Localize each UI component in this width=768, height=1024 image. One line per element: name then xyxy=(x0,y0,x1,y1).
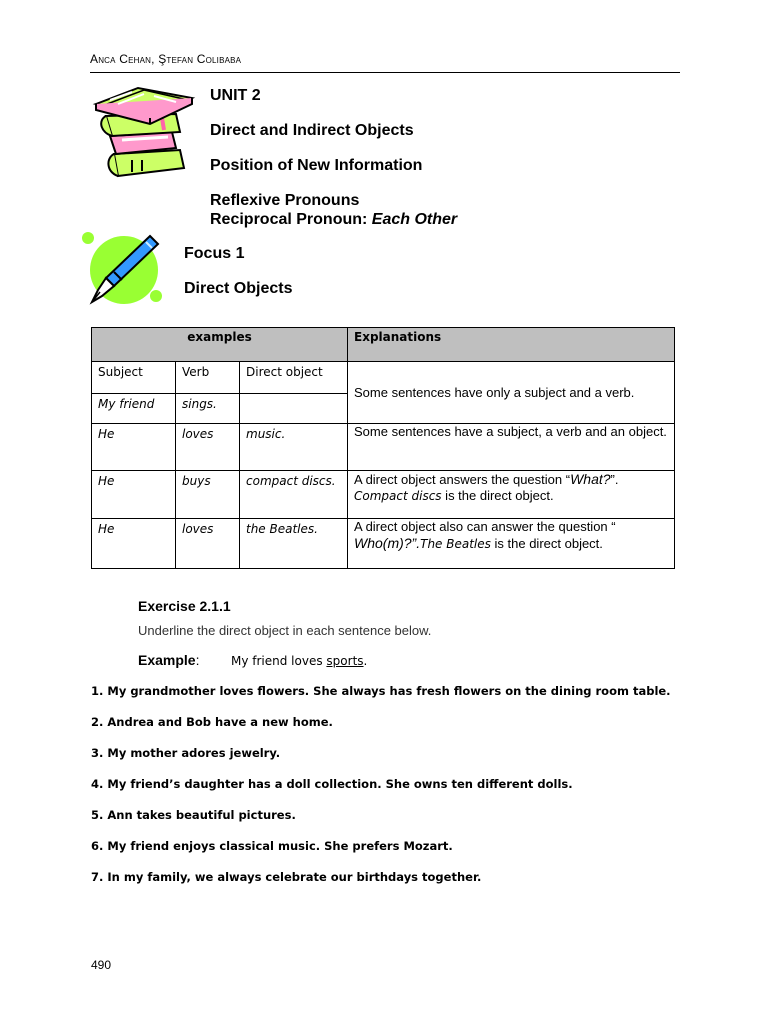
list-item: 4. My friend’s daughter has a doll collection. She owns ten different dolls. xyxy=(91,777,573,791)
books-stack-icon xyxy=(92,84,198,184)
page-number: 490 xyxy=(91,958,112,972)
list-item: 3. My mother adores jewelry. xyxy=(91,746,281,760)
subject-cell: He xyxy=(92,424,176,471)
header-examples: examples xyxy=(92,328,348,362)
exp3-text-d: is the direct object. xyxy=(441,488,554,503)
table-header-row xyxy=(92,328,675,362)
header-authors: Anca Cehan, Ştefan Colibaba xyxy=(90,52,242,66)
example-colon: : xyxy=(195,652,200,668)
unit-number: UNIT 2 xyxy=(210,87,261,104)
explanation-4 xyxy=(348,519,675,569)
reciprocal-value: Each Other xyxy=(371,211,458,228)
exp4-example: The Beatles xyxy=(420,537,491,551)
verb-cell: loves xyxy=(176,519,240,569)
example-prefix: My friend loves xyxy=(231,654,327,668)
subject-cell: My friend xyxy=(92,394,176,424)
exp4-text-a: A direct object also can answer the question “ xyxy=(354,519,616,534)
subject-cell: He xyxy=(92,519,176,569)
example-label xyxy=(138,652,199,668)
table-row xyxy=(92,519,675,569)
header-explanations: Explanations xyxy=(348,328,675,362)
examples-table xyxy=(91,327,675,569)
list-item: 7. In my family, we always celebrate our birthdays together. xyxy=(91,870,482,884)
list-item: 2. Andrea and Bob have a new home. xyxy=(91,715,333,729)
unit-topic-reflexive: Reflexive Pronouns xyxy=(210,192,360,209)
exp4-question: Who(m)?”. xyxy=(354,535,421,551)
exercise-title: Exercise 2.1.1 xyxy=(138,598,231,614)
example-underlined-object: sports xyxy=(326,654,364,668)
exercise-instruction: Underline the direct object in each sentence below. xyxy=(138,623,432,638)
verb-cell: sings. xyxy=(176,394,240,424)
verb-cell: buys xyxy=(176,471,240,519)
object-cell: compact discs. xyxy=(240,471,348,519)
explanation-2: Some sentences have a subject, a verb and an object. xyxy=(348,424,675,471)
header-rule xyxy=(90,72,680,73)
verb-cell: loves xyxy=(176,424,240,471)
col-verb: Verb xyxy=(176,362,240,394)
list-item: 6. My friend enjoys classical music. She prefers Mozart. xyxy=(91,839,453,853)
exp4-text-d: is the direct object. xyxy=(490,536,603,551)
example-suffix: . xyxy=(363,654,368,668)
col-subject: Subject xyxy=(92,362,176,394)
subject-cell: He xyxy=(92,471,176,519)
table-column-row xyxy=(92,362,675,394)
focus-subtitle: Direct Objects xyxy=(184,280,293,297)
table-row xyxy=(92,471,675,519)
fountain-pen-icon xyxy=(80,230,164,312)
explanation-3 xyxy=(348,471,675,519)
table-row xyxy=(92,424,675,471)
col-direct-object: Direct object xyxy=(240,362,348,394)
list-item: 1. My grandmother loves flowers. She always has fresh flowers on the dining room table. xyxy=(91,684,671,698)
unit-topic-reciprocal xyxy=(210,210,457,230)
focus-title: Focus 1 xyxy=(184,245,245,262)
exp3-text-b: ”. xyxy=(610,472,619,487)
explanation-1: Some sentences have only a subject and a verb. xyxy=(348,362,675,424)
object-cell xyxy=(240,394,348,424)
exp3-question: What? xyxy=(570,471,611,487)
object-cell: music. xyxy=(240,424,348,471)
example-sentence xyxy=(231,654,367,668)
exp3-example: Compact discs xyxy=(354,489,442,503)
reciprocal-label: Reciprocal Pronoun: xyxy=(210,211,372,228)
object-cell: the Beatles. xyxy=(240,519,348,569)
list-item: 5. Ann takes beautiful pictures. xyxy=(91,808,296,822)
example-label-text: Example xyxy=(138,652,196,668)
unit-topic-objects: Direct and Indirect Objects xyxy=(210,122,414,139)
exp3-text-a: A direct object answers the question “ xyxy=(354,472,571,487)
unit-topic-position: Position of New Information xyxy=(210,157,423,174)
